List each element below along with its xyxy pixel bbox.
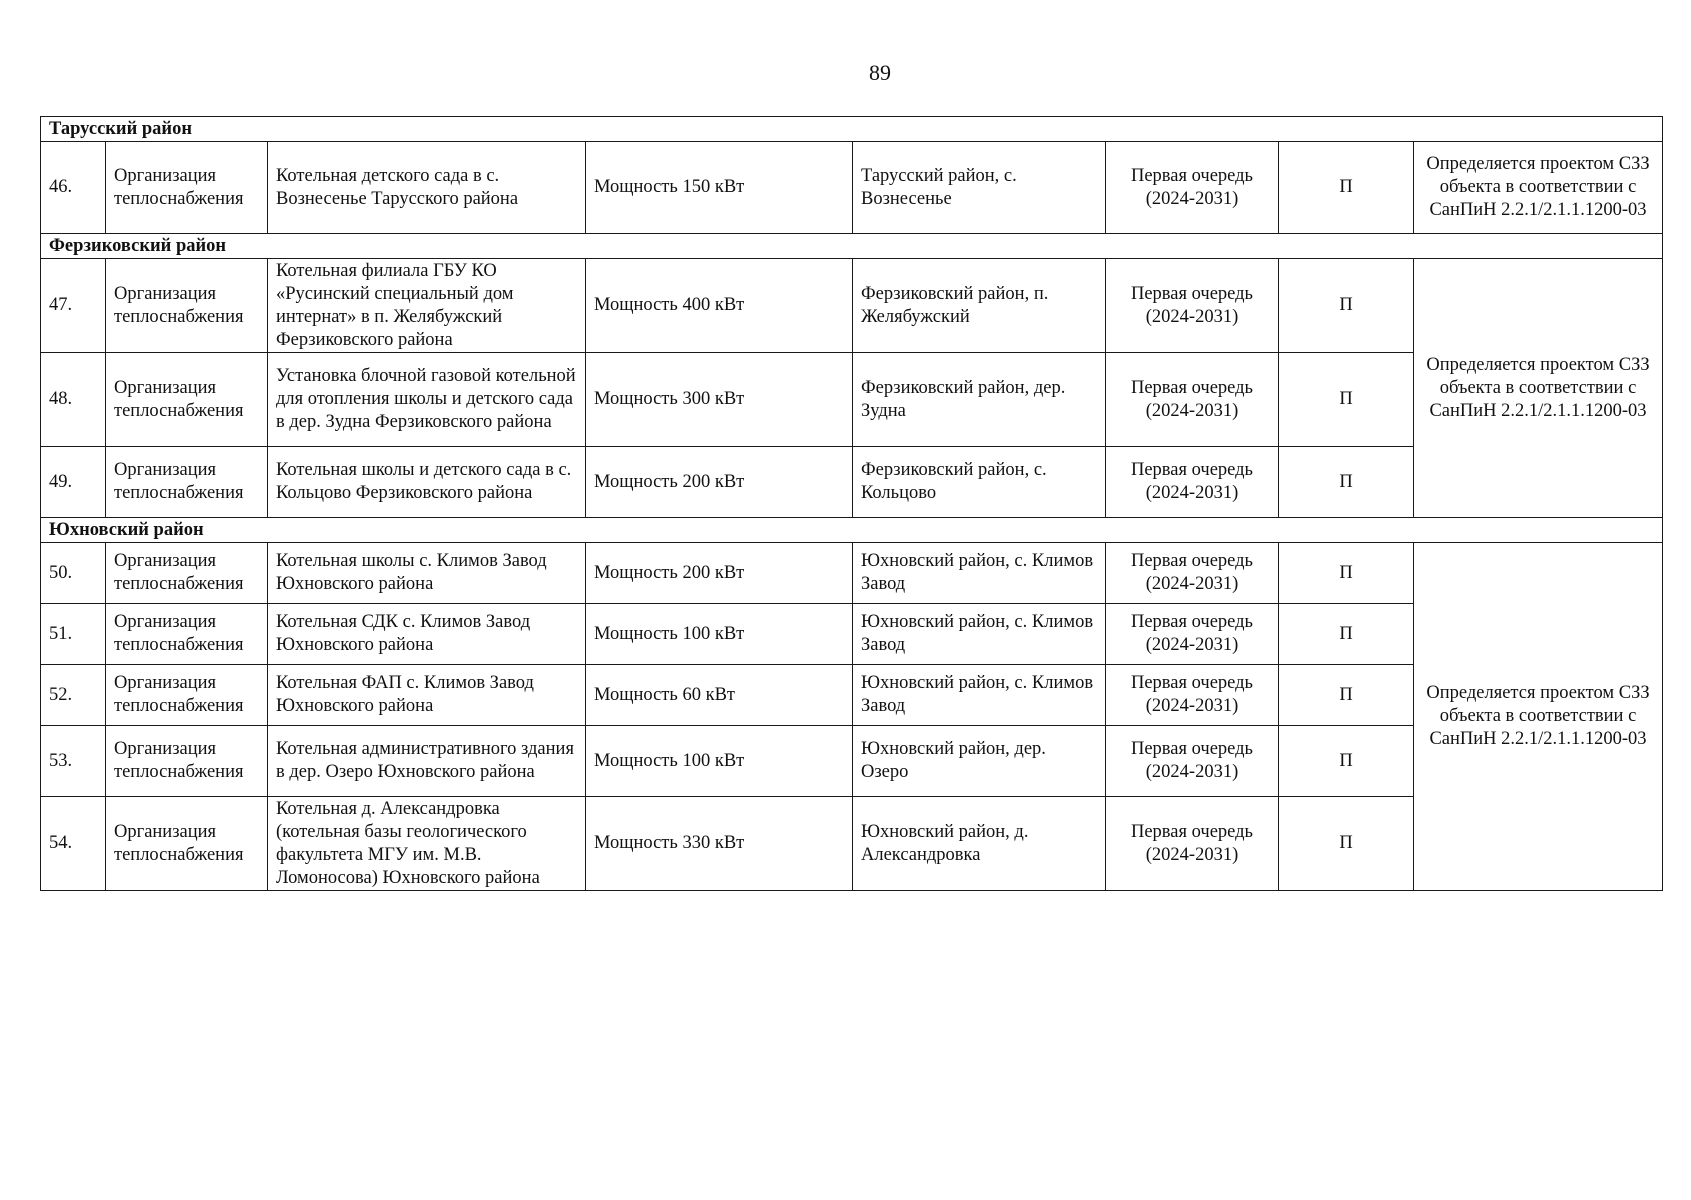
object-type: Организация теплоснабжения [106,604,268,665]
implementation-stage: Первая очередь (2024-2031) [1106,353,1279,447]
object-name: Котельная административного здания в дер. Озеро Юхновского района [268,726,586,797]
object-name: Котельная д. Александровка (котельная базы геологического факультета МГУ им. М.В. Ломоносова) Юхновского района [268,797,586,891]
object-type: Организация теплоснабжения [106,259,268,353]
row-number: 49. [41,447,106,518]
page-number: 89 [869,60,891,85]
object-name: Установка блочной газовой котельной для отопления школы и детского сада в дер. Зудна Ферзиковского района [268,353,586,447]
object-location: Юхновский район, с. Климов Завод [853,665,1106,726]
object-location: Ферзиковский район, дер. Зудна [853,353,1106,447]
object-type: Организация теплоснабжения [106,543,268,604]
row-number: 53. [41,726,106,797]
object-location: Ферзиковский район, с. Кольцово [853,447,1106,518]
object-status: П [1279,259,1414,353]
object-name: Котельная ФАП с. Климов Завод Юхновского района [268,665,586,726]
implementation-stage: Первая очередь (2024-2031) [1106,447,1279,518]
sanitary-zone-note: Определяется проектом СЗЗ объекта в соответствии с СанПиН 2.2.1/2.1.1.1200-03 [1414,142,1663,234]
object-location: Юхновский район, с. Климов Завод [853,543,1106,604]
object-location: Юхновский район, д. Александровка [853,797,1106,891]
object-type: Организация теплоснабжения [106,726,268,797]
object-capacity: Мощность 400 кВт [586,259,853,353]
object-status: П [1279,447,1414,518]
object-capacity: Мощность 100 кВт [586,604,853,665]
object-capacity: Мощность 60 кВт [586,665,853,726]
object-status: П [1279,142,1414,234]
district-name: Тарусский район [41,117,1663,142]
row-number: 48. [41,353,106,447]
row-number: 46. [41,142,106,234]
object-type: Организация теплоснабжения [106,665,268,726]
sanitary-zone-note: Определяется проектом СЗЗ объекта в соответствии с СанПиН 2.2.1/2.1.1.1200-03 [1414,543,1663,891]
object-location: Юхновский район, дер. Озеро [853,726,1106,797]
implementation-stage: Первая очередь (2024-2031) [1106,543,1279,604]
object-status: П [1279,665,1414,726]
implementation-stage: Первая очередь (2024-2031) [1106,726,1279,797]
object-name: Котельная школы с. Климов Завод Юхновского района [268,543,586,604]
object-location: Ферзиковский район, п. Желябужский [853,259,1106,353]
object-type: Организация теплоснабжения [106,353,268,447]
district-header-row [41,518,1663,543]
object-location: Тарусский район, с. Вознесенье [853,142,1106,234]
object-capacity: Мощность 330 кВт [586,797,853,891]
objects-table [40,116,1663,891]
object-name: Котельная детского сада в с. Вознесенье Тарусского района [268,142,586,234]
object-type: Организация теплоснабжения [106,447,268,518]
object-status: П [1279,604,1414,665]
implementation-stage: Первая очередь (2024-2031) [1106,259,1279,353]
object-type: Организация теплоснабжения [106,142,268,234]
implementation-stage: Первая очередь (2024-2031) [1106,604,1279,665]
table-row [41,259,1663,353]
object-status: П [1279,543,1414,604]
object-capacity: Мощность 200 кВт [586,543,853,604]
object-capacity: Мощность 150 кВт [586,142,853,234]
object-status: П [1279,726,1414,797]
district-name: Ферзиковский район [41,234,1663,259]
object-status: П [1279,353,1414,447]
row-number: 54. [41,797,106,891]
sanitary-zone-note: Определяется проектом СЗЗ объекта в соответствии с СанПиН 2.2.1/2.1.1.1200-03 [1414,259,1663,518]
row-number: 51. [41,604,106,665]
implementation-stage: Первая очередь (2024-2031) [1106,142,1279,234]
implementation-stage: Первая очередь (2024-2031) [1106,797,1279,891]
object-type: Организация теплоснабжения [106,797,268,891]
object-location: Юхновский район, с. Климов Завод [853,604,1106,665]
table-row [41,543,1663,604]
implementation-stage: Первая очередь (2024-2031) [1106,665,1279,726]
table-row [41,142,1663,234]
object-name: Котельная филиала ГБУ КО «Русинский специальный дом интернат» в п. Желябужский Ферзиковского района [268,259,586,353]
object-status: П [1279,797,1414,891]
object-capacity: Мощность 100 кВт [586,726,853,797]
object-capacity: Мощность 200 кВт [586,447,853,518]
district-header-row [41,234,1663,259]
object-name: Котельная СДК с. Климов Завод Юхновского района [268,604,586,665]
row-number: 52. [41,665,106,726]
object-name: Котельная школы и детского сада в с. Кольцово Ферзиковского района [268,447,586,518]
district-name: Юхновский район [41,518,1663,543]
object-capacity: Мощность 300 кВт [586,353,853,447]
district-header-row [41,117,1663,142]
row-number: 50. [41,543,106,604]
row-number: 47. [41,259,106,353]
